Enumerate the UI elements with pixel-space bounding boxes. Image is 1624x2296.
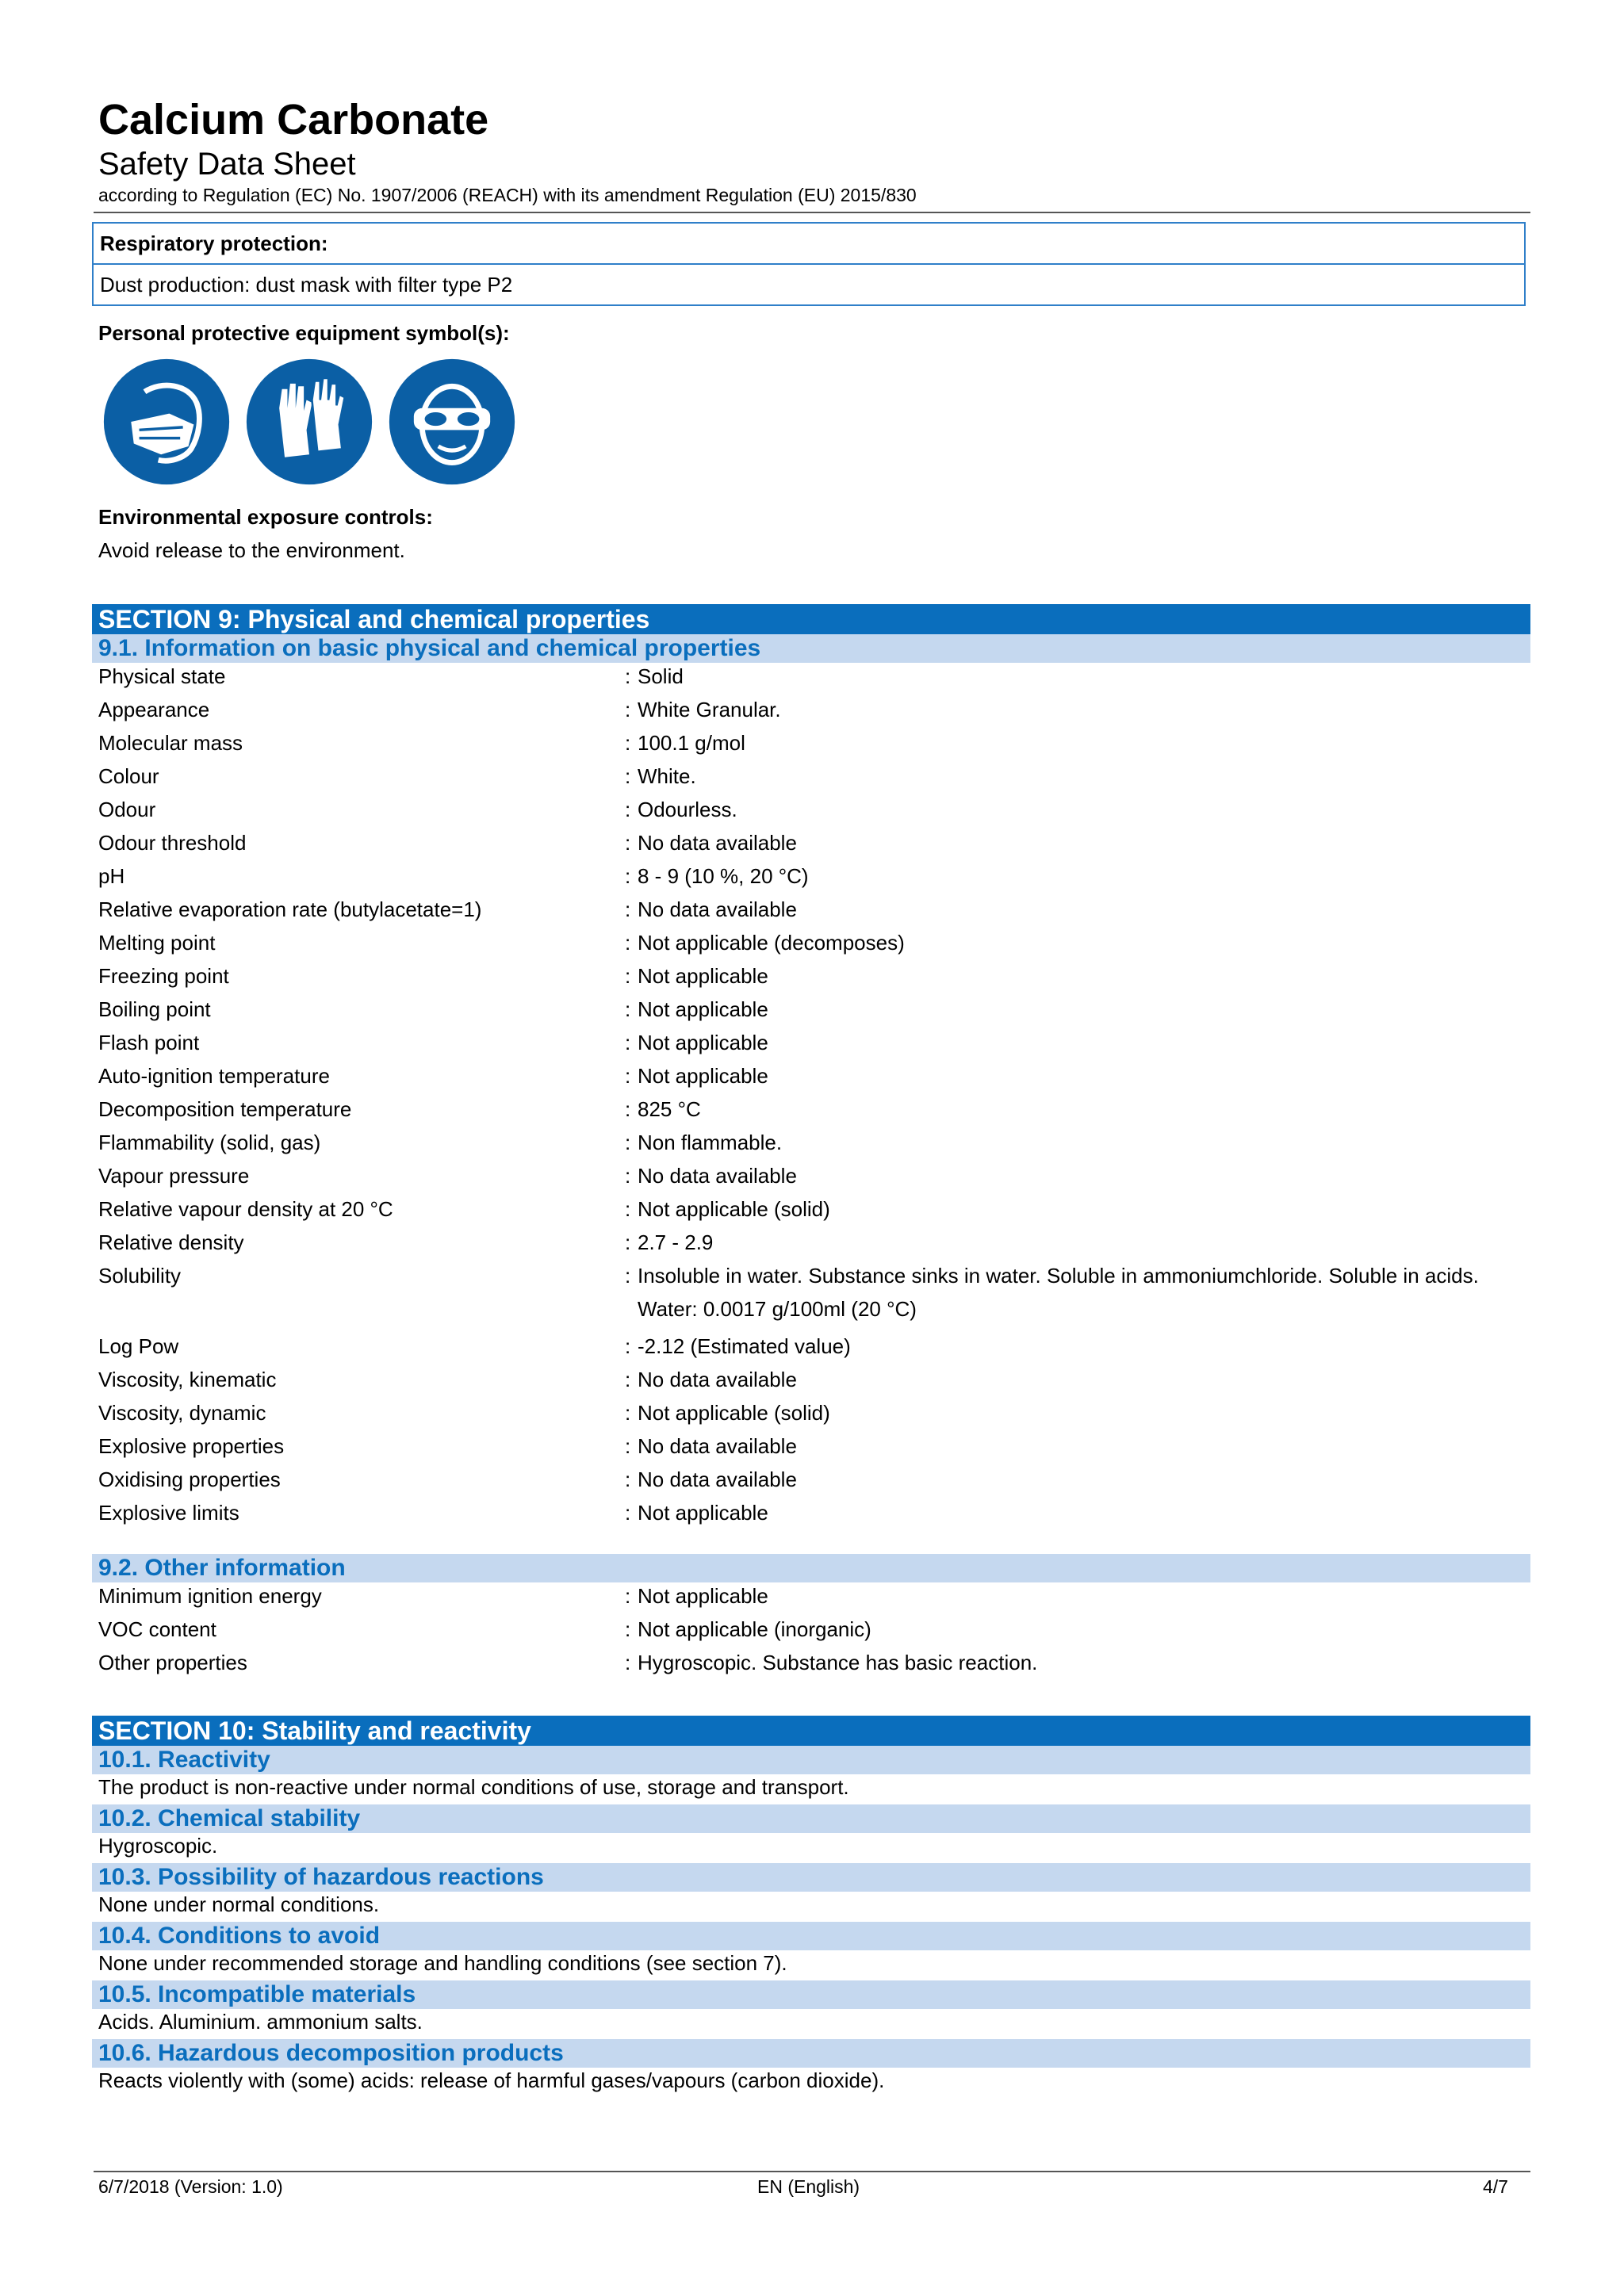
property-row: Vapour pressure : No data available <box>98 1164 797 1188</box>
document-subtitle: Safety Data Sheet <box>98 147 356 182</box>
environmental-text: Avoid release to the environment. <box>98 538 405 562</box>
section-10-6-text: Reacts violently with (some) acids: release of harmful gases/vapours (carbon dioxide). <box>98 2068 885 2092</box>
ppe-icon-row <box>98 354 520 490</box>
property-row: Boiling point : Not applicable <box>98 997 768 1021</box>
respiratory-protection-heading: Respiratory protection: <box>94 224 1524 265</box>
section-10-1-text: The product is non-reactive under normal conditions of use, storage and transport. <box>98 1775 849 1799</box>
regulation-note: according to Regulation (EC) No. 1907/2006 (REACH) with its amendment Regulation (EU) 2015/830 <box>98 185 917 205</box>
section-10-5-heading: 10.5. Incompatible materials <box>92 1980 1530 2009</box>
property-row: Relative density : 2.7 - 2.9 <box>98 1230 714 1254</box>
other-information-table <box>98 1579 1526 1679</box>
property-row: Freezing point : Not applicable <box>98 964 768 988</box>
property-row: pH : 8 - 9 (10 %, 20 °C) <box>98 864 809 888</box>
property-row: Colour : White. <box>98 764 696 788</box>
property-row: Log Pow : -2.12 (Estimated value) <box>98 1334 851 1358</box>
section-10-3-heading: 10.3. Possibility of hazardous reactions <box>92 1863 1530 1892</box>
property-row: Viscosity, dynamic : Not applicable (solid) <box>98 1401 830 1425</box>
environmental-heading: Environmental exposure controls: <box>98 505 433 529</box>
section-10-6-heading: 10.6. Hazardous decomposition products <box>92 2039 1530 2068</box>
property-row: Oxidising properties : No data available <box>98 1468 797 1491</box>
section-10-3-text: None under normal conditions. <box>98 1892 380 1916</box>
section-10-2-text: Hygroscopic. <box>98 1834 218 1858</box>
property-row: Decomposition temperature : 825 °C <box>98 1097 701 1121</box>
property-row: Molecular mass : 100.1 g/mol <box>98 731 745 755</box>
section-10-4-text: None under recommended storage and handling conditions (see section 7). <box>98 1951 787 1975</box>
section-9-1-heading: 9.1. Information on basic physical and chemical properties <box>92 634 1530 663</box>
section-10-5-text: Acids. Aluminium. ammonium salts. <box>98 2010 423 2034</box>
safety-goggles-icon <box>384 354 520 490</box>
property-row: Odour threshold : No data available <box>98 831 797 855</box>
ppe-heading: Personal protective equipment symbol(s): <box>98 321 510 345</box>
property-row: Relative evaporation rate (butylacetate=1) : No data available <box>98 897 797 921</box>
respiratory-protection-box <box>92 222 1526 306</box>
property-row: Viscosity, kinematic : No data available <box>98 1368 797 1391</box>
document-title: Calcium Carbonate <box>98 96 489 144</box>
property-row: Physical state : Solid <box>98 664 684 688</box>
property-row: Flash point : Not applicable <box>98 1031 768 1054</box>
property-row: Auto-ignition temperature : Not applicable <box>98 1064 768 1088</box>
header-divider <box>94 212 1530 213</box>
footer-divider <box>94 2171 1530 2172</box>
footer-date-version: 6/7/2018 (Version: 1.0) <box>98 2176 283 2197</box>
property-row: Relative vapour density at 20 °C : Not applicable (solid) <box>98 1197 830 1221</box>
properties-table <box>98 660 1526 1529</box>
property-row: Flammability (solid, gas) : Non flammable. <box>98 1131 783 1154</box>
property-row: Melting point : Not applicable (decomposes) <box>98 931 905 955</box>
section-10-1-heading: 10.1. Reactivity <box>92 1746 1530 1774</box>
property-row: Appearance : White Granular. <box>98 698 781 721</box>
property-row: Minimum ignition energy : Not applicable <box>98 1584 768 1608</box>
footer-language: EN (English) <box>757 2176 860 2197</box>
property-row: Explosive properties : No data available <box>98 1434 797 1458</box>
section-10-4-heading: 10.4. Conditions to avoid <box>92 1922 1530 1950</box>
property-row: Other properties : Hygroscopic. Substance has basic reaction. <box>98 1651 1038 1674</box>
property-row: Odour : Odourless. <box>98 798 737 821</box>
property-row: Explosive limits : Not applicable <box>98 1501 768 1525</box>
protective-gloves-icon <box>241 354 377 490</box>
section-10-2-heading: 10.2. Chemical stability <box>92 1804 1530 1833</box>
dust-mask-icon <box>98 354 235 490</box>
section-9-title: SECTION 9: Physical and chemical properties <box>92 604 1530 634</box>
section-10-title: SECTION 10: Stability and reactivity <box>92 1716 1530 1746</box>
footer-page-number: 4/7 <box>1483 2176 1508 2197</box>
section-9-2-heading: 9.2. Other information <box>92 1554 1530 1582</box>
property-row: VOC content : Not applicable (inorganic) <box>98 1617 871 1641</box>
respiratory-protection-text: Dust production: dust mask with filter type P2 <box>100 273 513 297</box>
property-row-solubility: Solubility : Insoluble in water. Substance sinks in water. Soluble in ammoniumchloride. Soluble in acids. Water: 0.0017 g/100ml (20 °C) <box>98 1264 1479 1321</box>
